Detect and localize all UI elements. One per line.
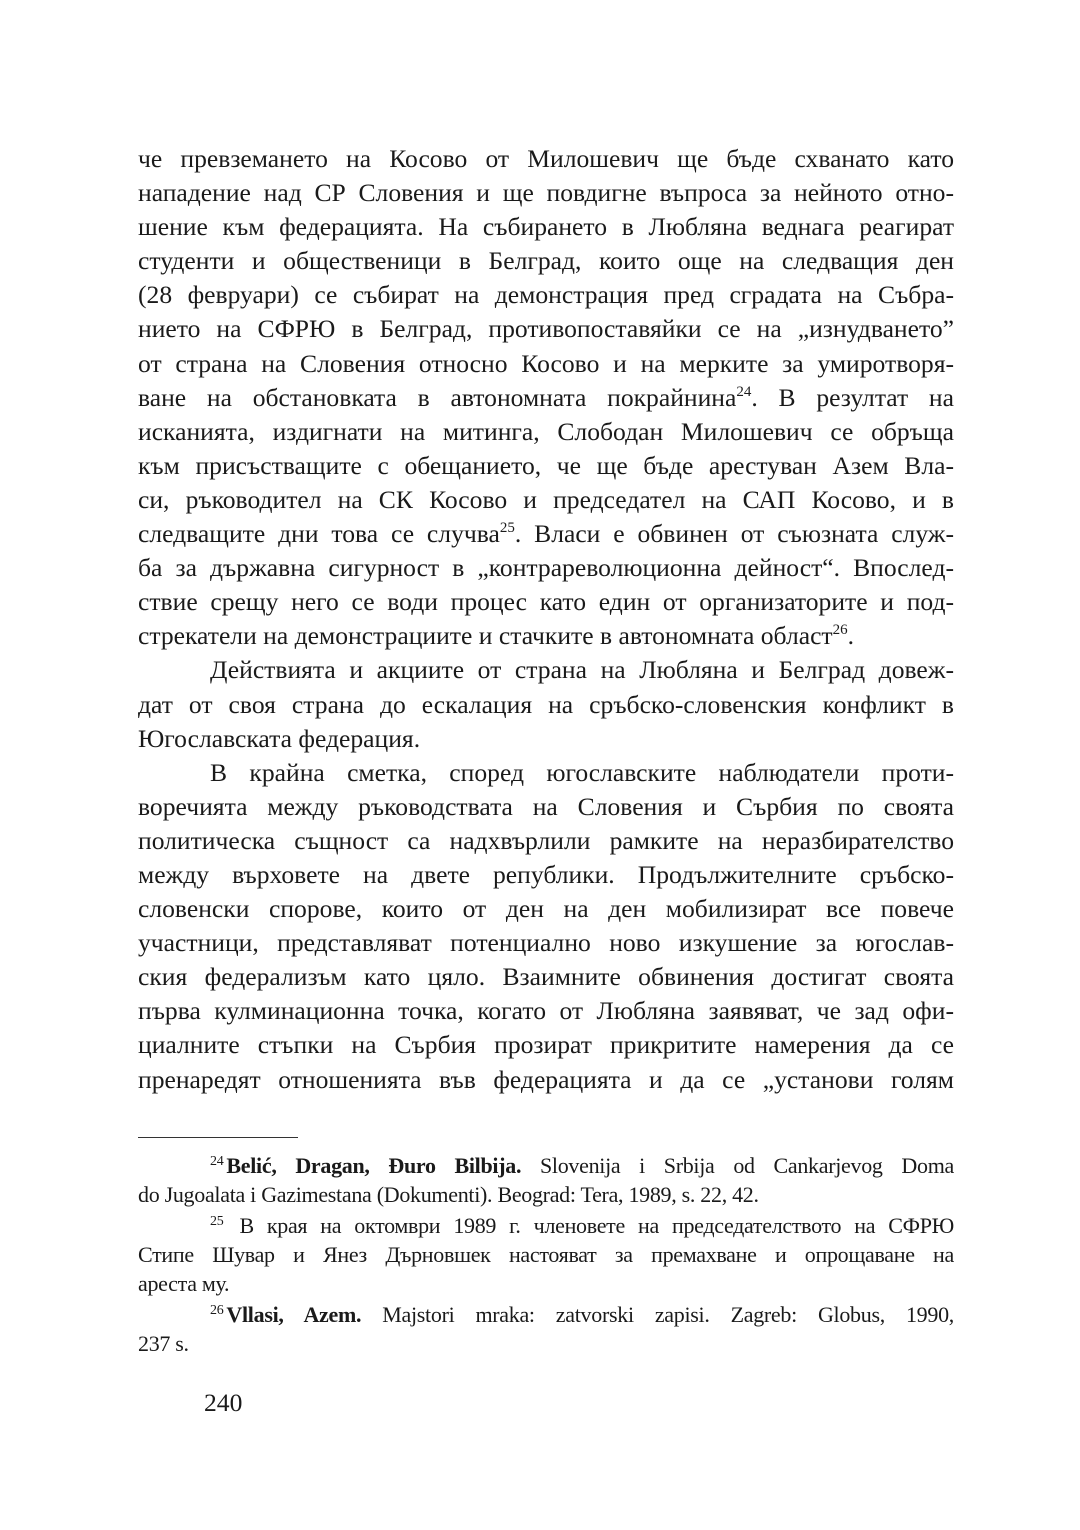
footnote-author: Belić, Dragan, Đuro Bilbija. bbox=[226, 1153, 522, 1178]
footnote-text: Majstori mraka: zatvorski zapisi. Zagreb: Globus, 1990, bbox=[361, 1302, 954, 1327]
text-line: исканията, издигнати на митинга, Слободан Милошевич се обръща bbox=[138, 416, 954, 446]
text-line: В крайна сметка, според югославските наблюдатели проти- bbox=[210, 757, 954, 787]
footnote-24 bbox=[138, 1151, 954, 1209]
text-line: (28 февруари) се събират на демонстрация пред сградата на Събра- bbox=[138, 280, 954, 310]
text-line: Югославската федерация. bbox=[138, 723, 421, 753]
text-line: пренаредят отношенията във федерацията и да се „установи голям bbox=[138, 1064, 954, 1094]
paragraph-1 bbox=[138, 142, 954, 653]
text-line: нападение над СР Словения и ще повдигне въпроса за нейното отно- bbox=[138, 178, 954, 208]
text-line: дат от своя страна до ескалация на сръбско-словенския конфликт в bbox=[138, 689, 954, 719]
footnote-text: Slovenija i Srbija od Cankarjevog Doma bbox=[521, 1153, 954, 1178]
text-line: ствие срещу него се води процес като един от организаторите и под- bbox=[138, 587, 954, 617]
text-fragment: . В резултат на bbox=[751, 382, 954, 412]
footnote-line: do Jugoalata i Gazimestana (Dokumenti). Beograd: Tera, 1989, s. 22, 42. bbox=[138, 1182, 759, 1207]
text-line bbox=[138, 381, 954, 415]
footnote-ref-26[interactable]: 26 bbox=[832, 622, 848, 639]
text-line: че превземането на Косово от Милошевич ще бъде схванато като bbox=[138, 144, 954, 173]
footnote-line: ареста му. bbox=[138, 1271, 230, 1296]
page-number: 240 bbox=[204, 1388, 243, 1417]
main-text bbox=[138, 142, 954, 1097]
text-line: циалните стъпки на Сърбия прозират прикритите намерения да се bbox=[138, 1030, 954, 1060]
footnote-line bbox=[138, 1151, 954, 1180]
text-fragment: . Власи е обвинен от съюзната служ- bbox=[514, 519, 954, 549]
footnote-line bbox=[138, 1211, 954, 1240]
footnote-number: 24 bbox=[210, 1154, 224, 1169]
footnote-26 bbox=[138, 1300, 954, 1358]
text-line: първа кулминационна точка, когато от Любляна заявяват, че зад офи- bbox=[138, 996, 954, 1026]
text-line: воречията между ръководствата на Словения и Сърбия по своята bbox=[138, 791, 954, 821]
text-line bbox=[138, 619, 954, 653]
footnote-25 bbox=[138, 1211, 954, 1298]
text-fragment: ване на обстановката в автономната покрайнина bbox=[138, 382, 737, 412]
text-line: нието на СФРЮ в Белград, противопоставяйки се на „изнудването” bbox=[138, 314, 954, 344]
footnote-number: 26 bbox=[210, 1303, 224, 1318]
paragraph-3 bbox=[138, 756, 954, 1097]
paragraph-2 bbox=[138, 653, 954, 755]
text-line: политическа същност са надхвърлили рамките на неразбирателство bbox=[138, 825, 954, 855]
text-fragment: . bbox=[847, 621, 855, 651]
footnote-ref-25[interactable]: 25 bbox=[499, 520, 515, 537]
text-line: към присъстващите с обещанието, че ще бъде арестуван Азем Вла- bbox=[138, 450, 954, 480]
text-line: студенти и общественици в Белград, които още на следващия ден bbox=[138, 246, 954, 276]
footnotes bbox=[138, 1151, 954, 1358]
footnote-text: В края на октомври 1989 г. членовете на председателството на СФРЮ bbox=[226, 1213, 954, 1238]
footnote-number: 25 bbox=[210, 1214, 224, 1229]
text-line: Действията и акциите от страна на Любляна и Белград довеж- bbox=[210, 655, 954, 685]
text-fragment: стрекатели на демонстрациите и стачките в автономната област bbox=[138, 621, 833, 651]
footnote-author: Vllasi, Azem. bbox=[226, 1302, 362, 1327]
text-line: от страна на Словения относно Косово и на мерките за умиротворя- bbox=[138, 348, 954, 378]
text-line: словенски спорове, които от ден на ден мобилизират все повече bbox=[138, 894, 954, 924]
text-line: между върховете на двете републики. Продължителните сръбско- bbox=[138, 859, 954, 889]
text-line bbox=[138, 517, 954, 551]
text-line: шение към федерацията. На събирането в Любляна веднага реагират bbox=[138, 212, 954, 242]
footnote-line bbox=[138, 1300, 954, 1329]
footnote-line: Стипе Шувар и Янез Дърновшек настояват за премахване и опрощаване на bbox=[138, 1242, 954, 1267]
text-line: ския федерализъм като цяло. Взаимните обвинения достигат своята bbox=[138, 962, 954, 992]
text-line: участници, представляват потенциално ново изкушение за югослав- bbox=[138, 928, 954, 958]
footnote-divider bbox=[138, 1137, 298, 1138]
footnote-line: 237 s. bbox=[138, 1331, 189, 1356]
text-line: си, ръководител на СК Косово и председател на САП Косово, и в bbox=[138, 484, 954, 514]
footnote-ref-24[interactable]: 24 bbox=[736, 383, 752, 400]
text-fragment: следващите дни това се случва bbox=[138, 519, 500, 549]
text-line: ба за държавна сигурност в „контрареволюционна дейност“. Впослед- bbox=[138, 553, 954, 583]
